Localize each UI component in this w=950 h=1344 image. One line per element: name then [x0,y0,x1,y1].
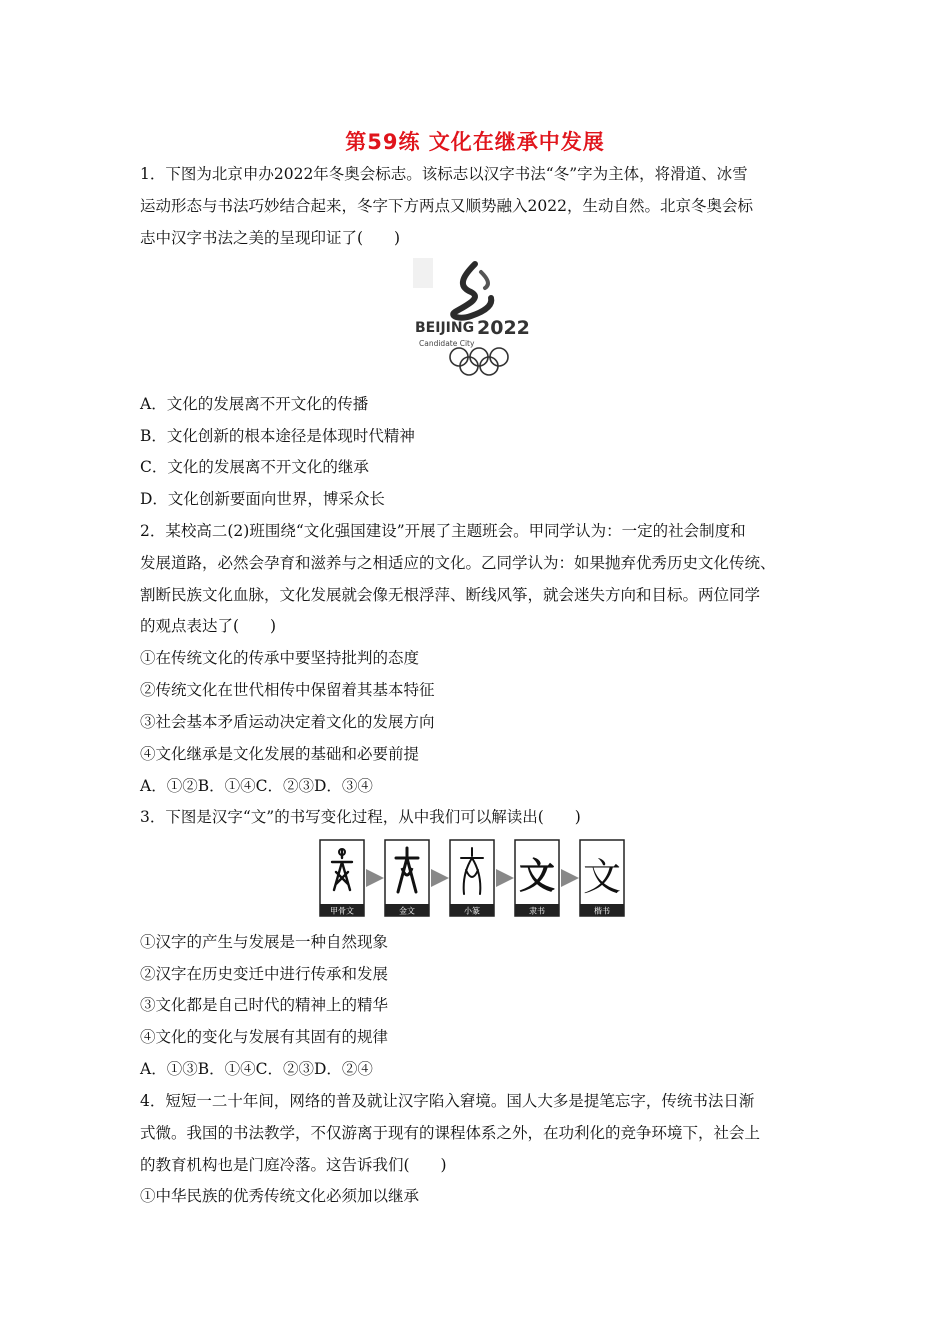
script-label: 楷书 [594,906,610,916]
q2-item: ④文化继承是文化发展的基础和必要前提 [140,745,420,763]
logo-word: BEIJING [415,320,475,336]
q3-item: ①汉字的产生与发展是一种自然现象 [140,933,389,951]
script-card-oracle [320,840,364,916]
q1-option-c: C．文化的发展离不开文化的继承 [140,458,369,476]
glyph-wen: 文 [518,855,556,897]
q4-stem-line: 式微。我国的书法教学，不仅游离于现有的课程体系之外，在功利化的竞争环境下，社会上 [140,1124,761,1142]
q3-item: ②汉字在历史变迁中进行传承和发展 [140,965,389,983]
q3-item: ③文化都是自己时代的精神上的精华 [140,996,389,1014]
q3-item: ④文化的变化与发展有其固有的规律 [140,1028,389,1046]
q1-option-b: B．文化创新的根本途径是体现时代精神 [140,427,415,445]
q2-stem-line: 割断民族文化血脉，文化发展就会像无根浮萍、断线风筝，就会迷失方向和目标。两位同学 [140,586,761,604]
q1-stem-line: 志中汉字书法之美的呈现印证了( ) [140,229,401,247]
script-card-regular [580,840,624,916]
page-title: 第59练 文化在继承中发展 [345,130,605,154]
q2-item: ②传统文化在世代相传中保留着其基本特征 [140,681,435,699]
q2-item: ①在传统文化的传承中要坚持批判的态度 [140,649,420,667]
q2-stem-line: 2．某校高二(2)班围绕“文化强国建设”开展了主题班会。甲同学认为：一定的社会制度和 [140,522,746,540]
q3-answer-options: A．①③B．①④C．②③D．②④ [140,1060,373,1078]
script-label: 小篆 [464,906,480,916]
q3-stem-line: 3．下图是汉字“文”的书写变化过程，从中我们可以解读出( ) [140,808,581,826]
logo-sub: Candidate City [419,339,475,348]
q1-stem-line: 1．下图为北京申办2022年冬奥会标志。该标志以汉字书法“冬”字为主体，将滑道、冰雪 [140,165,748,183]
q2-item: ③社会基本矛盾运动决定着文化的发展方向 [140,713,435,731]
q4-stem-line: 的教育机构也是门庭冷落。这告诉我们( ) [140,1156,447,1174]
wen-evolution-diagram [318,838,638,918]
olympic-rings-icon [450,348,508,375]
q1-option-a: A．文化的发展离不开文化的传播 [140,395,369,413]
q2-stem-line: 发展道路，必然会孕育和滋养与之相适应的文化。乙同学认为：如果抛弃优秀历史文化传统、 [140,554,776,572]
script-label: 隶书 [529,906,545,916]
q2-answer-options: A．①②B．①④C．②③D．③④ [140,777,373,795]
script-card-bronze [385,840,429,916]
q1-stem-line: 运动形态与书法巧妙结合起来，冬字下方两点又顺势融入2022，生动自然。北京冬奥会标 [140,197,753,215]
script-card-small-seal [450,840,494,916]
q2-stem-line: 的观点表达了( ) [140,617,277,635]
glyph-wen: 文 [582,855,622,899]
q4-item: ①中华民族的优秀传统文化必须加以继承 [140,1187,420,1205]
q1-option-d: D．文化创新要面向世界，博采众长 [140,490,385,508]
beijing-2022-logo [413,258,543,380]
q4-stem-line: 4．短短一二十年间，网络的普及就让汉字陷入窘境。国人大多是提笔忘字，传统书法日渐 [140,1092,755,1110]
script-label: 甲骨文 [330,906,354,916]
script-label: 金文 [399,906,415,916]
script-card-clerical [515,840,559,916]
logo-year: 2022 [477,317,530,339]
